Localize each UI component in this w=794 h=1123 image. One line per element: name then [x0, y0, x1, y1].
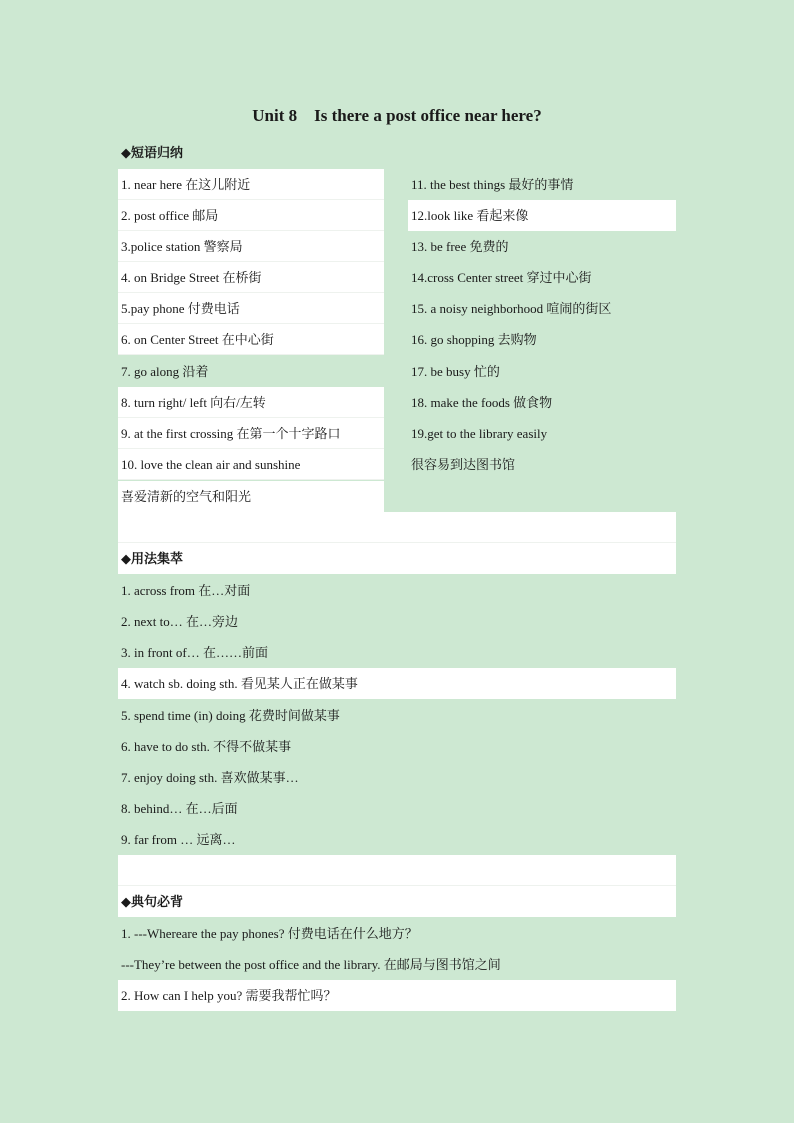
usage-item-6: 6. have to do sth. 不得不做某事 [121, 739, 292, 754]
phrase-right-12: 12.look like 看起来像 [408, 200, 676, 231]
phrase-right-19-translation: 很容易到达图书馆 [411, 457, 516, 472]
usage-item-3: 3. in front of… 在……前面 [121, 645, 268, 660]
phrase-right-18: 18. make the foods 做食物 [411, 395, 553, 410]
document-title: Unit 8 Is there a post office near here? [252, 106, 542, 125]
phrase-left-5: 5.pay phone 付费电话 [118, 293, 384, 324]
phrase-left-10: 10. love the clean air and sunshine [118, 449, 384, 480]
phrase-right-16: 16. go shopping 去购物 [411, 332, 537, 347]
phrase-right-13: 13. be free 免费的 [411, 239, 509, 254]
phrase-left-9: 9. at the first crossing 在第一个十字路口 [118, 418, 384, 449]
phrase-left-6: 6. on Center Street 在中心街 [118, 324, 384, 355]
sentence-1-question: 1. ---Whereare the pay phones? 付费电话在什么地方？ [121, 926, 418, 941]
phrase-right-11: 11. the best things 最好的事情 [411, 177, 574, 192]
phrase-left-1: 1. near here 在这儿附近 [118, 169, 384, 200]
blank-row [118, 512, 676, 543]
sentence-1-answer: ---They’re between the post office and the library. 在邮局与图书馆之间 [121, 957, 501, 972]
phrase-right-15: 15. a noisy neighborhood 喧闹的街区 [411, 301, 612, 316]
phrase-left-7: 7. go along 沿着 [121, 364, 209, 379]
blank-row-2 [118, 855, 676, 886]
phrase-left-3: 3.police station 警察局 [118, 231, 384, 262]
phrase-left-10-translation: 喜爱清新的空气和阳光 [118, 481, 384, 512]
sentence-2: 2. How can I help you? 需要我帮忙吗？ [118, 980, 676, 1011]
phrase-left-8: 8. turn right/ left 向右/左转 [118, 387, 384, 418]
usage-item-7: 7. enjoy doing sth. 喜欢做某事… [121, 770, 299, 785]
usage-item-1: 1. across from 在…对面 [121, 583, 251, 598]
phrase-right-19: 19.get to the library easily [411, 426, 548, 441]
usage-item-8: 8. behind… 在…后面 [121, 801, 238, 816]
phrase-right-17: 17. be busy 忙的 [411, 364, 500, 379]
section-heading-usage: ◆用法集萃 [121, 551, 183, 566]
usage-item-9: 9. far from … 远离… [121, 832, 236, 847]
usage-item-4: 4. watch sb. doing sth. 看见某人正在做某事 [118, 668, 676, 699]
phrase-left-4: 4. on Bridge Street 在桥街 [118, 262, 384, 293]
section-heading-sentences: ◆典句必背 [121, 894, 183, 909]
phrase-left-2: 2. post office 邮局 [118, 200, 384, 231]
phrase-right-14: 14.cross Center street 穿过中心街 [411, 270, 592, 285]
usage-item-2: 2. next to… 在…旁边 [121, 614, 238, 629]
section-heading-phrases: ◆短语归纳 [121, 145, 183, 160]
usage-item-5: 5. spend time (in) doing 花费时间做某事 [121, 708, 340, 723]
